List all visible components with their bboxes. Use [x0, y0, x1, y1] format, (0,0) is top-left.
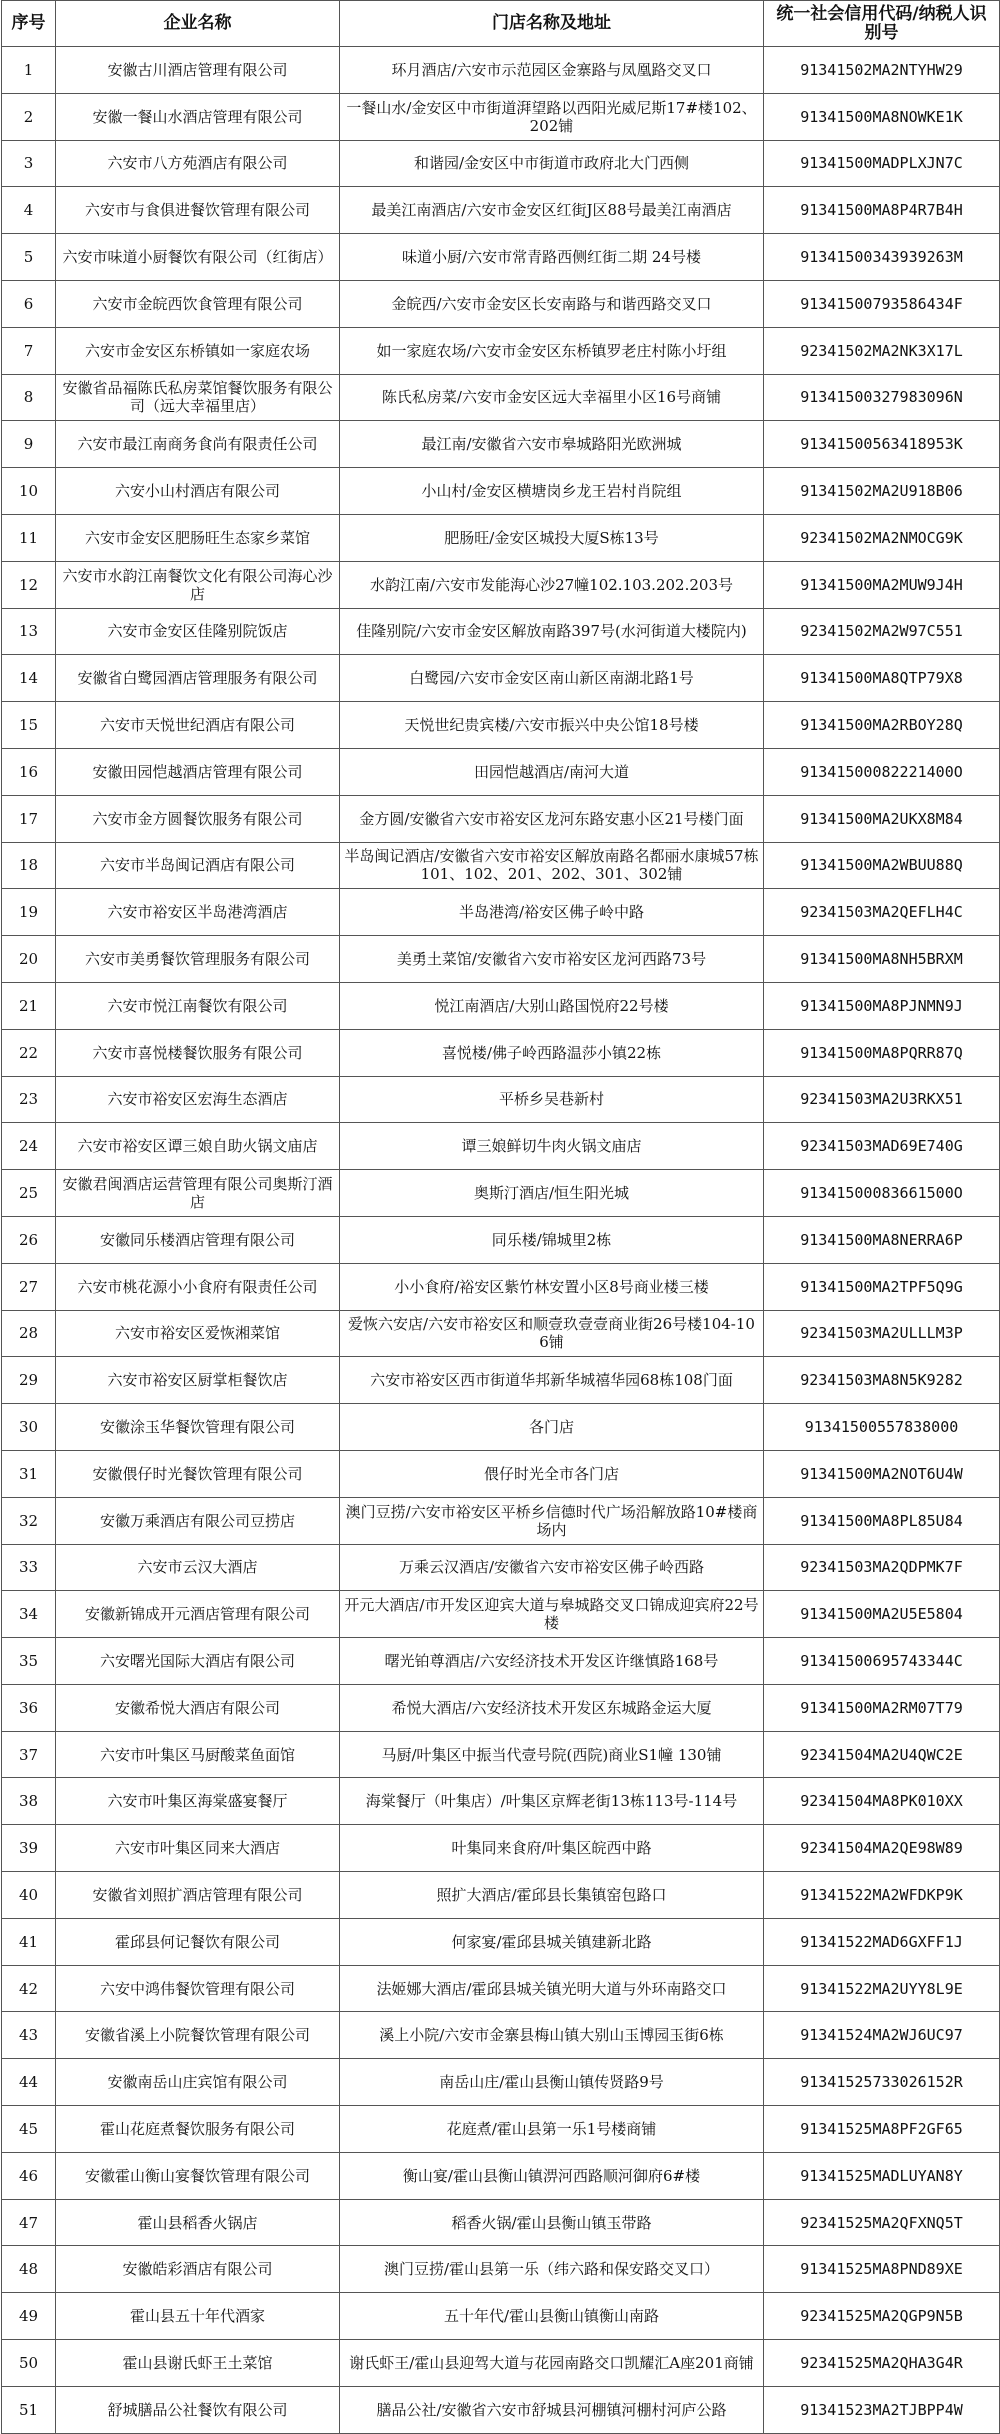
cell-company-name: 六安市裕安区谭三娘自助火锅文庙店: [56, 1123, 340, 1170]
cell-credit-code: 92341503MA2QDPMK7F: [764, 1544, 1000, 1591]
cell-company-name: 安徽省品福陈氏私房菜馆餐饮服务有限公司（远大幸福里店）: [56, 374, 340, 421]
cell-credit-code: 92341504MA2QE98W89: [764, 1825, 1000, 1872]
cell-credit-code: 91341500MA8PQRR87Q: [764, 1029, 1000, 1076]
cell-store-address: 万乘云汉酒店/安徽省六安市裕安区佛子岭西路: [340, 1544, 764, 1591]
cell-store-address: 膳品公社/安徽省六安市舒城县河棚镇河棚村河庐公路: [340, 2386, 764, 2433]
cell-credit-code: 91341500MA8NH5BRXM: [764, 936, 1000, 983]
table-row: [2, 234, 1000, 281]
header-store-address: 门店名称及地址: [340, 1, 764, 47]
table-body: [2, 47, 1000, 2434]
cell-store-address: 小山村/金安区横塘岗乡龙王岩村肖院组: [340, 468, 764, 515]
cell-store-address: 最美江南酒店/六安市金安区红街J区88号最美江南酒店: [340, 187, 764, 234]
cell-store-address: 小小食府/裕安区紫竹林安置小区8号商业楼三楼: [340, 1263, 764, 1310]
header-credit-code: 统一社会信用代码/纳税人识别号: [764, 1, 1000, 47]
cell-credit-code: 91341500MA2MUW9J4H: [764, 561, 1000, 608]
cell-company-name: 六安曙光国际大酒店有限公司: [56, 1638, 340, 1685]
cell-index: 22: [2, 1029, 56, 1076]
cell-credit-code: 91341500MA8P4R7B4H: [764, 187, 1000, 234]
cell-store-address: 白鹭园/六安市金安区南山新区南湖北路1号: [340, 655, 764, 702]
cell-index: 47: [2, 2199, 56, 2246]
cell-company-name: 霍山花庭煮餐饮服务有限公司: [56, 2106, 340, 2153]
cell-credit-code: 91341500MA8NOWKE1K: [764, 93, 1000, 140]
cell-credit-code: 91341500082221400O: [764, 748, 1000, 795]
cell-company-name: 舒城膳品公社餐饮有限公司: [56, 2386, 340, 2433]
table-row: [2, 1216, 1000, 1263]
table-row: [2, 2059, 1000, 2106]
table-row: [2, 936, 1000, 983]
table-row: [2, 1310, 1000, 1357]
cell-company-name: 六安市半岛闽记酒店有限公司: [56, 842, 340, 889]
table-row: [2, 93, 1000, 140]
cell-credit-code: 91341525MADLUYAN8Y: [764, 2152, 1000, 2199]
cell-credit-code: 91341500793586434F: [764, 280, 1000, 327]
cell-store-address: 马厨/叶集区中振当代壹号院(西院)商业S1幢 130铺: [340, 1731, 764, 1778]
cell-index: 25: [2, 1170, 56, 1217]
cell-company-name: 六安市最江南商务食尚有限责任公司: [56, 421, 340, 468]
cell-store-address: 溪上小院/六安市金寨县梅山镇大别山玉博园玉街6栋: [340, 2012, 764, 2059]
cell-credit-code: 91341500MADPLXJN7C: [764, 140, 1000, 187]
table-row: [2, 514, 1000, 561]
cell-company-name: 霍山县五十年代酒家: [56, 2293, 340, 2340]
cell-company-name: 六安市金安区东桥镇如一家庭农场: [56, 327, 340, 374]
cell-index: 50: [2, 2340, 56, 2387]
cell-store-address: 希悦大酒店/六安经济技术开发区东城路金运大厦: [340, 1684, 764, 1731]
cell-index: 34: [2, 1591, 56, 1638]
table-row: [2, 1263, 1000, 1310]
cell-index: 29: [2, 1357, 56, 1404]
cell-index: 43: [2, 2012, 56, 2059]
table-row: [2, 702, 1000, 749]
cell-store-address: 何家宴/霍邱县城关镇建新北路: [340, 1918, 764, 1965]
cell-credit-code: 92341502MA2W97C551: [764, 608, 1000, 655]
cell-index: 42: [2, 1965, 56, 2012]
cell-index: 27: [2, 1263, 56, 1310]
table-row: [2, 327, 1000, 374]
cell-credit-code: 92341502MA2NK3X17L: [764, 327, 1000, 374]
cell-company-name: 安徽省白鹭园酒店管理服务有限公司: [56, 655, 340, 702]
cell-index: 39: [2, 1825, 56, 1872]
cell-store-address: 南岳山庄/霍山县衡山镇传贤路9号: [340, 2059, 764, 2106]
table-row: [2, 1357, 1000, 1404]
cell-index: 46: [2, 2152, 56, 2199]
cell-store-address: 肥肠旺/金安区城投大厦S栋13号: [340, 514, 764, 561]
cell-store-address: 衡山宴/霍山县衡山镇淠河西路顺河御府6#楼: [340, 2152, 764, 2199]
cell-index: 3: [2, 140, 56, 187]
cell-index: 48: [2, 2246, 56, 2293]
cell-store-address: 六安市裕安区西市街道华邦新华城禧华园68栋108门面: [340, 1357, 764, 1404]
table-row: [2, 2386, 1000, 2433]
cell-index: 11: [2, 514, 56, 561]
cell-credit-code: 92341502MA2NMOCG9K: [764, 514, 1000, 561]
cell-company-name: 六安市与食俱进餐饮管理有限公司: [56, 187, 340, 234]
cell-store-address: 平桥乡吴巷新村: [340, 1076, 764, 1123]
cell-index: 41: [2, 1918, 56, 1965]
cell-company-name: 安徽霍山衡山宴餐饮管理有限公司: [56, 2152, 340, 2199]
table-row: [2, 1497, 1000, 1544]
table-row: [2, 1123, 1000, 1170]
cell-store-address: 味道小厨/六安市常青路西侧红街二期 24号楼: [340, 234, 764, 281]
table-row: [2, 2246, 1000, 2293]
cell-index: 49: [2, 2293, 56, 2340]
table-row: [2, 655, 1000, 702]
cell-credit-code: 91341500MA2U5E5804: [764, 1591, 1000, 1638]
cell-company-name: 安徽一餐山水酒店管理有限公司: [56, 93, 340, 140]
cell-store-address: 金皖西/六安市金安区长安南路与和谐西路交叉口: [340, 280, 764, 327]
cell-credit-code: 91341500MA8QTP79X8: [764, 655, 1000, 702]
cell-company-name: 六安市裕安区爱恢湘菜馆: [56, 1310, 340, 1357]
header-index: 序号: [2, 1, 56, 47]
cell-index: 4: [2, 187, 56, 234]
table-header: [2, 1, 1000, 47]
cell-index: 8: [2, 374, 56, 421]
cell-store-address: 天悦世纪贵宾楼/六安市振兴中央公馆18号楼: [340, 702, 764, 749]
cell-store-address: 五十年代/霍山县衡山镇衡山南路: [340, 2293, 764, 2340]
cell-credit-code: 91341500MA2WBUU88Q: [764, 842, 1000, 889]
cell-credit-code: 91341500083661500O: [764, 1170, 1000, 1217]
cell-company-name: 安徽省刘照扩酒店管理有限公司: [56, 1872, 340, 1919]
cell-credit-code: 92341504MA2U4QWC2E: [764, 1731, 1000, 1778]
cell-index: 20: [2, 936, 56, 983]
cell-company-name: 六安市美勇餐饮管理服务有限公司: [56, 936, 340, 983]
cell-store-address: 水韵江南/六安市发能海心沙27幢102.103.202.203号: [340, 561, 764, 608]
cell-company-name: 安徽省溪上小院餐饮管理有限公司: [56, 2012, 340, 2059]
cell-company-name: 六安市天悦世纪酒店有限公司: [56, 702, 340, 749]
cell-credit-code: 92341503MA2QEFLH4C: [764, 889, 1000, 936]
cell-credit-code: 91341525733026152R: [764, 2059, 1000, 2106]
cell-credit-code: 91341500695743344C: [764, 1638, 1000, 1685]
cell-company-name: 六安市喜悦楼餐饮服务有限公司: [56, 1029, 340, 1076]
cell-company-name: 六安市水韵江南餐饮文化有限公司海心沙店: [56, 561, 340, 608]
cell-store-address: 如一家庭农场/六安市金安区东桥镇罗老庄村陈小圩组: [340, 327, 764, 374]
cell-index: 10: [2, 468, 56, 515]
table-row: [2, 608, 1000, 655]
cell-credit-code: 91341500343939263M: [764, 234, 1000, 281]
cell-company-name: 安徽涂玉华餐饮管理有限公司: [56, 1404, 340, 1451]
cell-index: 15: [2, 702, 56, 749]
table-row: [2, 1170, 1000, 1217]
cell-company-name: 六安小山村酒店有限公司: [56, 468, 340, 515]
cell-index: 33: [2, 1544, 56, 1591]
table-row: [2, 1778, 1000, 1825]
cell-credit-code: 91341523MA2TJBPP4W: [764, 2386, 1000, 2433]
table-row: [2, 1918, 1000, 1965]
cell-credit-code: 92341525MA2QHA3G4R: [764, 2340, 1000, 2387]
table-row: [2, 2012, 1000, 2059]
cell-credit-code: 92341503MA8N5K9282: [764, 1357, 1000, 1404]
cell-index: 19: [2, 889, 56, 936]
cell-index: 26: [2, 1216, 56, 1263]
cell-company-name: 六安市金皖西饮食管理有限公司: [56, 280, 340, 327]
cell-company-name: 安徽君闽酒店运营管理有限公司奥斯汀酒店: [56, 1170, 340, 1217]
cell-company-name: 六安市裕安区半岛港湾酒店: [56, 889, 340, 936]
cell-company-name: 六安市云汉大酒店: [56, 1544, 340, 1591]
cell-company-name: 六安市叶集区海棠盛宴餐厅: [56, 1778, 340, 1825]
cell-credit-code: 91341500563418953K: [764, 421, 1000, 468]
cell-company-name: 六安市桃花源小小食府有限责任公司: [56, 1263, 340, 1310]
cell-credit-code: 91341502MA2NTYHW29: [764, 47, 1000, 94]
cell-credit-code: 91341500MA8NERRA6P: [764, 1216, 1000, 1263]
cell-index: 37: [2, 1731, 56, 1778]
cell-store-address: 开元大酒店/市开发区迎宾大道与皋城路交叉口锦成迎宾府22号楼: [340, 1591, 764, 1638]
cell-index: 2: [2, 93, 56, 140]
cell-credit-code: 91341525MA8PND89XE: [764, 2246, 1000, 2293]
cell-company-name: 霍山县稻香火锅店: [56, 2199, 340, 2246]
cell-credit-code: 91341522MA2WFDKP9K: [764, 1872, 1000, 1919]
cell-company-name: 霍邱县何记餐饮有限公司: [56, 1918, 340, 1965]
cell-credit-code: 91341500557838000: [764, 1404, 1000, 1451]
cell-store-address: 同乐楼/锦城里2栋: [340, 1216, 764, 1263]
table-row: [2, 748, 1000, 795]
table-row: [2, 889, 1000, 936]
table-row: [2, 1684, 1000, 1731]
cell-index: 32: [2, 1497, 56, 1544]
cell-store-address: 澳门豆捞/霍山县第一乐（纬六路和保安路交叉口）: [340, 2246, 764, 2293]
table-row: [2, 140, 1000, 187]
table-row: [2, 2340, 1000, 2387]
cell-index: 18: [2, 842, 56, 889]
cell-company-name: 安徽希悦大酒店有限公司: [56, 1684, 340, 1731]
cell-company-name: 安徽同乐楼酒店管理有限公司: [56, 1216, 340, 1263]
cell-index: 38: [2, 1778, 56, 1825]
cell-company-name: 安徽偎仔时光餐饮管理有限公司: [56, 1450, 340, 1497]
cell-credit-code: 91341500MA2RM07T79: [764, 1684, 1000, 1731]
enterprise-table: [1, 0, 1000, 2434]
cell-credit-code: 91341500MA8PJNMN9J: [764, 982, 1000, 1029]
table-row: [2, 1825, 1000, 1872]
cell-company-name: 六安市叶集区同来大酒店: [56, 1825, 340, 1872]
cell-company-name: 六安市裕安区厨掌柜餐饮店: [56, 1357, 340, 1404]
cell-index: 30: [2, 1404, 56, 1451]
cell-company-name: 六安市悦江南餐饮有限公司: [56, 982, 340, 1029]
cell-company-name: 六安市金方圆餐饮服务有限公司: [56, 795, 340, 842]
cell-store-address: 照扩大酒店/霍邱县长集镇窑包路口: [340, 1872, 764, 1919]
cell-index: 36: [2, 1684, 56, 1731]
cell-store-address: 佳隆别院/六安市金安区解放南路397号(水河街道大楼院内): [340, 608, 764, 655]
cell-index: 9: [2, 421, 56, 468]
table-row: [2, 1731, 1000, 1778]
cell-credit-code: 91341500327983096N: [764, 374, 1000, 421]
table-row: [2, 1029, 1000, 1076]
cell-store-address: 奥斯汀酒店/恒生阳光城: [340, 1170, 764, 1217]
cell-store-address: 稻香火锅/霍山县衡山镇玉带路: [340, 2199, 764, 2246]
cell-company-name: 安徽皓彩酒店有限公司: [56, 2246, 340, 2293]
cell-company-name: 六安市金安区肥肠旺生态家乡菜馆: [56, 514, 340, 561]
cell-store-address: 爱恢六安店/六安市裕安区和顺壹玖壹壹商业街26号楼104-106铺: [340, 1310, 764, 1357]
cell-index: 31: [2, 1450, 56, 1497]
cell-index: 1: [2, 47, 56, 94]
cell-store-address: 澳门豆捞/六安市裕安区平桥乡信德时代广场沿解放路10#楼商场内: [340, 1497, 764, 1544]
cell-store-address: 谭三娘鲜切牛肉火锅文庙店: [340, 1123, 764, 1170]
table-row: [2, 280, 1000, 327]
cell-index: 13: [2, 608, 56, 655]
cell-store-address: 最江南/安徽省六安市皋城路阳光欧洲城: [340, 421, 764, 468]
table-row: [2, 842, 1000, 889]
cell-company-name: 安徽新锦成开元酒店管理有限公司: [56, 1591, 340, 1638]
cell-company-name: 六安市八方苑酒店有限公司: [56, 140, 340, 187]
cell-store-address: 环月酒店/六安市示范园区金寨路与凤凰路交叉口: [340, 47, 764, 94]
cell-credit-code: 91341500MA2RBOY28Q: [764, 702, 1000, 749]
cell-store-address: 各门店: [340, 1404, 764, 1451]
table-row: [2, 1591, 1000, 1638]
cell-index: 45: [2, 2106, 56, 2153]
cell-index: 14: [2, 655, 56, 702]
cell-company-name: 安徽田园恺越酒店管理有限公司: [56, 748, 340, 795]
cell-index: 23: [2, 1076, 56, 1123]
table-row: [2, 1544, 1000, 1591]
cell-company-name: 安徽古川酒店管理有限公司: [56, 47, 340, 94]
cell-index: 28: [2, 1310, 56, 1357]
cell-company-name: 六安市裕安区宏海生态酒店: [56, 1076, 340, 1123]
table-row: [2, 187, 1000, 234]
cell-store-address: 偎仔时光全市各门店: [340, 1450, 764, 1497]
cell-credit-code: 91341500MA8PL85U84: [764, 1497, 1000, 1544]
table-row: [2, 795, 1000, 842]
cell-company-name: 六安市叶集区马厨酸菜鱼面馆: [56, 1731, 340, 1778]
cell-credit-code: 92341525MA2QFXNQ5T: [764, 2199, 1000, 2246]
cell-credit-code: 91341500MA2UKX8M84: [764, 795, 1000, 842]
table-row: [2, 468, 1000, 515]
cell-index: 51: [2, 2386, 56, 2433]
cell-index: 5: [2, 234, 56, 281]
cell-credit-code: 91341522MA2UYY8L9E: [764, 1965, 1000, 2012]
table-row: [2, 1965, 1000, 2012]
cell-credit-code: 91341524MA2WJ6UC97: [764, 2012, 1000, 2059]
cell-store-address: 陈氏私房菜/六安市金安区远大幸福里小区16号商铺: [340, 374, 764, 421]
cell-store-address: 悦江南酒店/大别山路国悦府22号楼: [340, 982, 764, 1029]
cell-company-name: 六安中鸿伟餐饮管理有限公司: [56, 1965, 340, 2012]
cell-credit-code: 91341502MA2U918B06: [764, 468, 1000, 515]
cell-store-address: 和谐园/金安区中市街道市政府北大门西侧: [340, 140, 764, 187]
cell-company-name: 六安市金安区佳隆别院饭店: [56, 608, 340, 655]
table-row: [2, 1450, 1000, 1497]
table-row: [2, 421, 1000, 468]
cell-company-name: 六安市味道小厨餐饮有限公司（红街店）: [56, 234, 340, 281]
cell-index: 44: [2, 2059, 56, 2106]
table-row: [2, 561, 1000, 608]
cell-store-address: 美勇土菜馆/安徽省六安市裕安区龙河西路73号: [340, 936, 764, 983]
cell-store-address: 海棠餐厅（叶集店）/叶集区京辉老街13栋113号-114号: [340, 1778, 764, 1825]
cell-credit-code: 91341525MA8PF2GF65: [764, 2106, 1000, 2153]
cell-company-name: 安徽南岳山庄宾馆有限公司: [56, 2059, 340, 2106]
cell-store-address: 曙光铂尊酒店/六安经济技术开发区许继慎路168号: [340, 1638, 764, 1685]
cell-credit-code: 92341525MA2QGP9N5B: [764, 2293, 1000, 2340]
cell-credit-code: 91341522MAD6GXFF1J: [764, 1918, 1000, 1965]
cell-index: 17: [2, 795, 56, 842]
cell-index: 7: [2, 327, 56, 374]
cell-credit-code: 91341500MA2TPF5Q9G: [764, 1263, 1000, 1310]
cell-index: 40: [2, 1872, 56, 1919]
cell-company-name: 霍山县谢氏虾王土菜馆: [56, 2340, 340, 2387]
cell-index: 35: [2, 1638, 56, 1685]
cell-index: 6: [2, 280, 56, 327]
cell-credit-code: 92341503MA2ULLLM3P: [764, 1310, 1000, 1357]
table-row: [2, 1404, 1000, 1451]
cell-credit-code: 92341504MA8PK010XX: [764, 1778, 1000, 1825]
table-row: [2, 2152, 1000, 2199]
header-row: [2, 1, 1000, 47]
cell-index: 21: [2, 982, 56, 1029]
cell-store-address: 法姬娜大酒店/霍邱县城关镇光明大道与外环南路交口: [340, 1965, 764, 2012]
cell-credit-code: 92341503MAD69E740G: [764, 1123, 1000, 1170]
table-row: [2, 2106, 1000, 2153]
cell-index: 24: [2, 1123, 56, 1170]
table-row: [2, 2199, 1000, 2246]
table-row: [2, 2293, 1000, 2340]
cell-store-address: 金方圆/安徽省六安市裕安区龙河东路安惠小区21号楼门面: [340, 795, 764, 842]
cell-store-address: 一餐山水/金安区中市街道湃望路以西阳光威尼斯17#楼102、202铺: [340, 93, 764, 140]
cell-company-name: 安徽万乘酒店有限公司豆捞店: [56, 1497, 340, 1544]
cell-store-address: 喜悦楼/佛子岭西路温莎小镇22栋: [340, 1029, 764, 1076]
cell-credit-code: 92341503MA2U3RKX51: [764, 1076, 1000, 1123]
table-row: [2, 1076, 1000, 1123]
cell-index: 16: [2, 748, 56, 795]
cell-store-address: 田园恺越酒店/南河大道: [340, 748, 764, 795]
table-row: [2, 47, 1000, 94]
table-row: [2, 1872, 1000, 1919]
cell-store-address: 花庭煮/霍山县第一乐1号楼商铺: [340, 2106, 764, 2153]
cell-credit-code: 91341500MA2NOT6U4W: [764, 1450, 1000, 1497]
cell-store-address: 半岛闽记酒店/安徽省六安市裕安区解放南路名都丽水康城57栋101、102、201、202、301、302铺: [340, 842, 764, 889]
cell-store-address: 叶集同来食府/叶集区皖西中路: [340, 1825, 764, 1872]
cell-index: 12: [2, 561, 56, 608]
cell-store-address: 谢氏虾王/霍山县迎驾大道与花园南路交口凯耀汇A座201商铺: [340, 2340, 764, 2387]
cell-store-address: 半岛港湾/裕安区佛子岭中路: [340, 889, 764, 936]
table-row: [2, 982, 1000, 1029]
header-company-name: 企业名称: [56, 1, 340, 47]
table-row: [2, 1638, 1000, 1685]
table-row: [2, 374, 1000, 421]
